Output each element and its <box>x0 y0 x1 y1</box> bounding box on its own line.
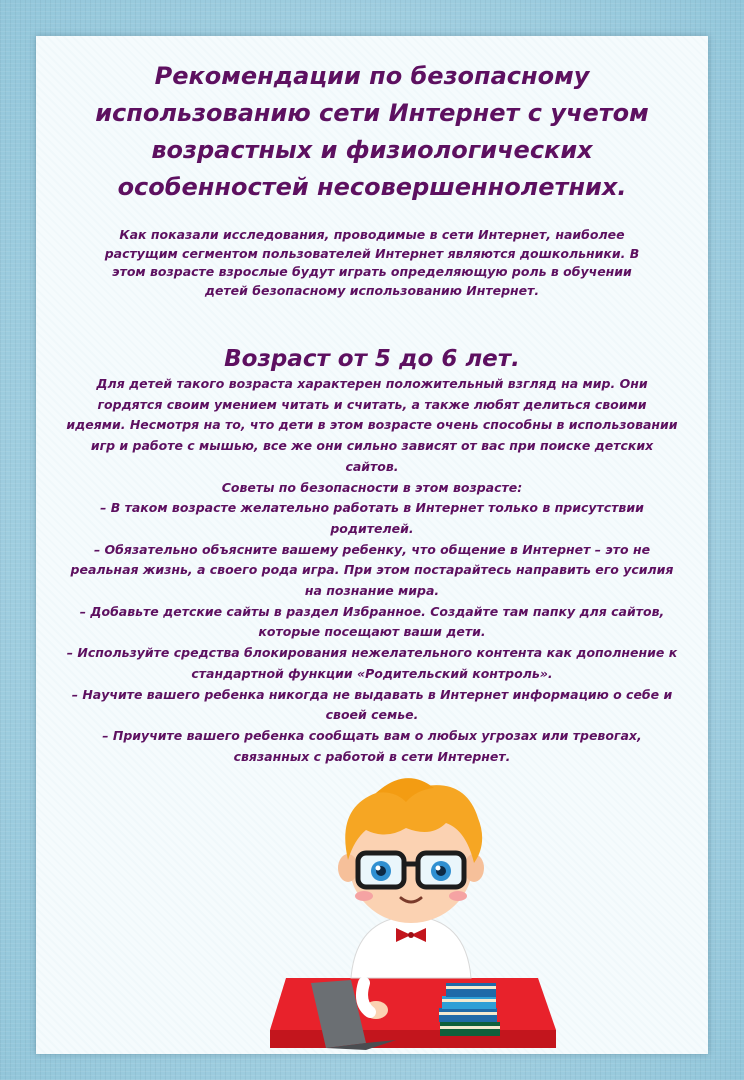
age-heading: Возраст от 5 до 6 лет. <box>224 346 520 372</box>
book-top <box>446 983 496 997</box>
tip-item: – Приучите вашего ребенка сообщать вам о любых угрозах или тревогах, связанных с работой в сети Интернет. <box>102 727 642 764</box>
poster-frame <box>36 36 708 1054</box>
tips-heading: Советы по безопасности в этом возрасте: <box>221 479 523 495</box>
tip-item: – Обязательно объясните вашему ребенку, что общение в Интернет – это не реальная жизнь, а своего рода игра. При этом постарайтесь направить его усилия на познание мира. <box>70 541 674 599</box>
shirt <box>351 916 471 978</box>
intro-paragraph: Как показали исследования, проводимые в сети Интернет, наиболее растущим сегментом пользователей Интернет являются дошкольники. В этом возрасте взрослые будут играть определяющую роль в обучении детей безопасному использованию Интернет. <box>104 227 640 298</box>
recommendations-body <box>66 374 678 767</box>
right-cheek <box>449 891 467 901</box>
poster-content <box>36 36 708 767</box>
left-cheek <box>355 891 373 901</box>
tip-item: – Добавьте детские сайты в раздел Избранное. Создайте там папку для сайтов, которые посещают ваши дети. <box>79 603 665 640</box>
tip-item: – Используйте средства блокирования нежелательного контента как дополнение к стандартной функции «Родительский контроль». <box>66 645 678 681</box>
boy-with-laptop-illustration <box>256 768 566 1058</box>
book-light-blue <box>442 996 496 1009</box>
bow-tie-knot <box>408 932 414 938</box>
page-title: Рекомендации по безопасному использованию сети Интернет с учетом возрастных и физиологических особенностей несовершеннолетних. <box>95 62 649 201</box>
tip-item: – Научите вашего ребенка никогда не выдавать в Интернет информацию о себе и своей семье. <box>71 686 673 723</box>
table-front <box>270 1030 556 1048</box>
tip-item: – В таком возрасте желательно работать в Интернет только в присутствии родителей. <box>100 500 644 536</box>
age-description: Для детей такого возраста характерен положительный взгляд на мир. Они гордятся своим умением читать и считать, а также любят делиться своими идеями. Несмотря на то, что дети в этом возрасте очень способны в использовании игр и работе с мышью, все же они сильно зависят от вас при поиске детских сайтов. <box>66 376 678 474</box>
